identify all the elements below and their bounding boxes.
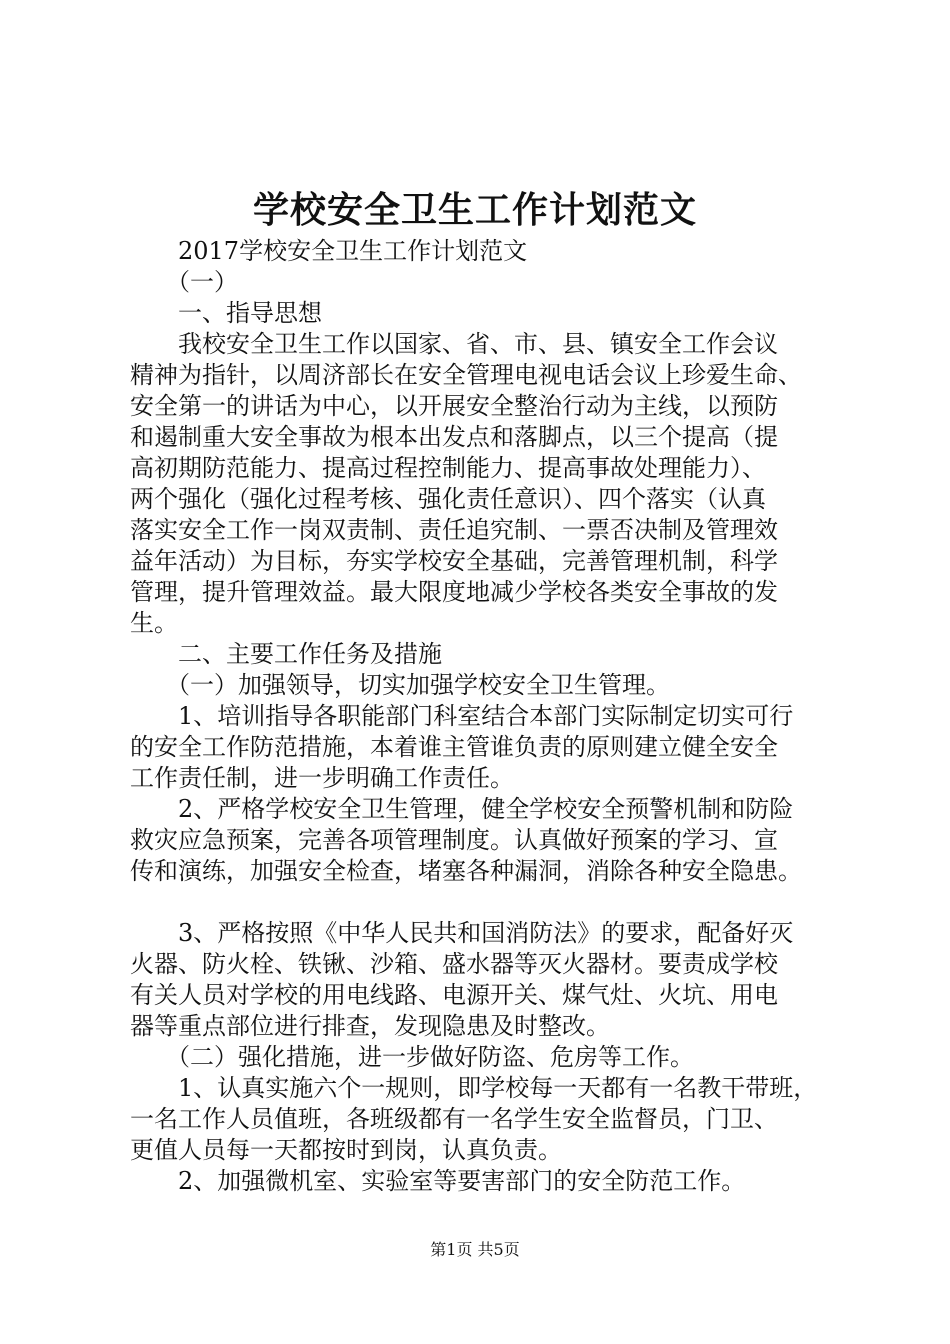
text-line: 管理，提升管理效益。最大限度地减少学校各类安全事故的发 [130,578,778,606]
section-heading: 一、指导思想 [130,299,322,327]
text-line: （一） [130,268,238,296]
text-line: 更值人员每一天都按时到岗，认真负责。 [130,1136,562,1164]
text-line: 的安全工作防范措施，本着谁主管谁负责的原则建立健全安全 [130,733,778,761]
text-line: 生。 [130,609,178,637]
text-line: 工作责任制，进一步明确工作责任。 [130,764,514,792]
text-line: 我校安全卫生工作以国家、省、市、县、镇安全工作会议 [130,330,778,358]
subsection-heading: （二）强化措施，进一步做好防盗、危房等工作。 [130,1043,694,1071]
text-line: 2、严格学校安全卫生管理，健全学校安全预警机制和防险 [130,795,794,823]
text-line: 安全第一的讲话为中心，以开展安全整治行动为主线，以预防 [130,392,778,420]
text-line: 救灾应急预案，完善各项管理制度。认真做好预案的学习、宣 [130,826,778,854]
text-line: 两个强化（强化过程考核、强化责任意识）、四个落实（认真 [130,485,766,513]
text-line: 2017学校安全卫生工作计划范文 [130,237,528,265]
document-title: 学校安全卫生工作计划范文 [252,189,697,231]
page-footer: 第1页 共5页 [430,1240,520,1259]
text-line: 有关人员对学校的用电线路、电源开关、煤气灶、火坑、用电 [130,981,778,1009]
text-line: 和遏制重大安全事故为根本出发点和落脚点，以三个提高（提 [130,423,778,451]
text-line: 1、培训指导各职能部门科室结合本部门实际制定切实可行 [130,702,794,730]
section-heading: 二、主要工作任务及措施 [130,640,442,668]
text-line: 传和演练，加强安全检查，堵塞各种漏洞，消除各种安全隐患。 [130,857,802,885]
text-line: 1、认真实施六个一规则，即学校每一天都有一名教干带班， [130,1074,818,1102]
text-line: 益年活动）为目标，夯实学校安全基础，完善管理机制，科学 [130,547,778,575]
text-line: 落实安全工作一岗双责制、责任追究制、一票否决制及管理效 [130,516,778,544]
text-line: 一名工作人员值班，各班级都有一名学生安全监督员，门卫、 [130,1105,778,1133]
text-line: 火器、防火栓、铁锹、沙箱、盛水器等灭火器材。要责成学校 [130,950,778,978]
text-line: 精神为指针，以周济部长在安全管理电视电话会议上珍爱生命、 [130,361,802,389]
blank-line [130,887,840,918]
text-line: 器等重点部位进行排查，发现隐患及时整改。 [130,1012,610,1040]
text-line: 3、严格按照《中华人民共和国消防法》的要求，配备好灭 [130,919,794,947]
text-line: 高初期防范能力、提高过程控制能力、提高事故处理能力）、 [130,454,766,482]
text-line: 2、加强微机室、实验室等要害部门的安全防范工作。 [130,1167,746,1195]
subsection-heading: （一）加强领导，切实加强学校安全卫生管理。 [130,671,670,699]
document-body [130,236,840,1197]
